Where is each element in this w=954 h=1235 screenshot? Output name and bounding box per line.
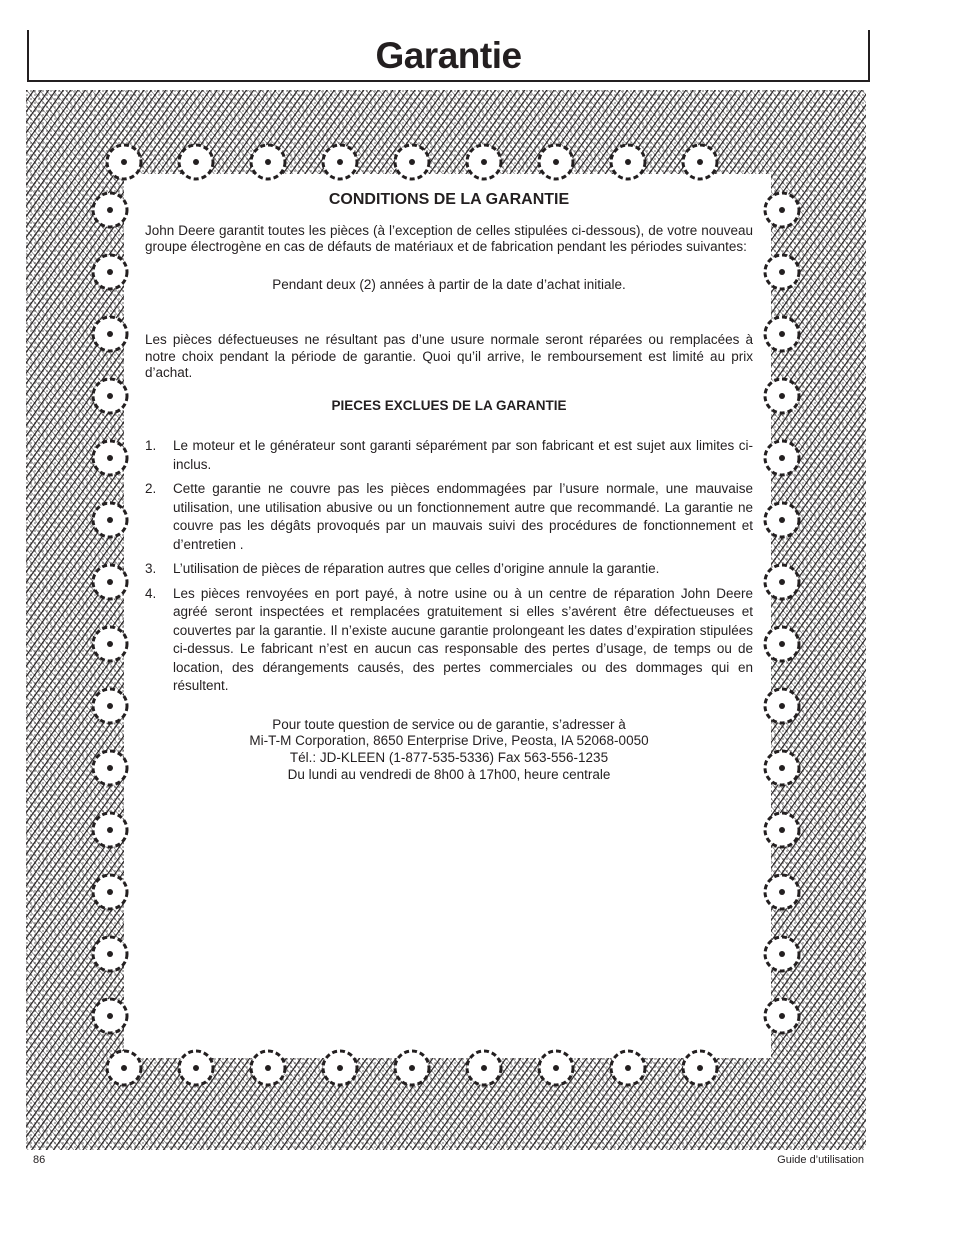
border-rosette-center [265, 159, 271, 165]
page-title: Garantie [375, 35, 522, 76]
page-number: 86 [33, 1154, 46, 1166]
exclusion-text: Le moteur et le générateur sont garanti séparément par son fabricant et est sujet aux limites ci-inclus. [173, 438, 753, 472]
border-rosette-center [107, 827, 113, 833]
border-rosette-center [779, 703, 785, 709]
border-rosette-center [107, 889, 113, 895]
border-rosette-center [107, 455, 113, 461]
border-rosette-center [107, 207, 113, 213]
border-rosette-center [107, 393, 113, 399]
border-rosette-center [779, 455, 785, 461]
warranty-heading: CONDITIONS DE LA GARANTIE [328, 191, 570, 208]
border-rosette-center [107, 703, 113, 709]
exclusion-text: L’utilisation de pièces de réparation autres que celles d’origine annule la garantie. [173, 561, 660, 576]
border-rosette-center [779, 641, 785, 647]
border-rosette-center [697, 1065, 703, 1071]
border-rosette-center [779, 207, 785, 213]
exclusions-list [145, 437, 753, 696]
border-rosette-center [409, 1065, 415, 1071]
warranty-repair-text: Les pièces défectueuses ne résultant pas d’une usure normale seront réparées ou remplacées à notre choix pendant la période de garantie. Quoi qu’il arrive, le remboursement est limité au prix d’achat. [145, 332, 753, 380]
contact-block [145, 717, 753, 784]
exclusion-item [145, 585, 753, 696]
border-rosette-center [107, 517, 113, 523]
exclusion-number: 3. [145, 561, 157, 576]
border-rosette-center [107, 641, 113, 647]
border-rosette-center [779, 579, 785, 585]
border-rosette-center [193, 159, 199, 165]
contact-line: Pour toute question de service ou de garantie, s’adresser à [272, 716, 626, 732]
border-rosette-center [779, 889, 785, 895]
exclusion-item [145, 480, 753, 554]
border-rosette-center [779, 765, 785, 771]
border-rosette-center [553, 1065, 559, 1071]
border-rosette-center [107, 1013, 113, 1019]
border-rosette-center [107, 579, 113, 585]
exclusion-item [145, 437, 753, 474]
exclusion-text: Cette garantie ne couvre pas les pièces endommagées par l’usure normale, une mauvaise utilisation, une utilisation abusive ou un fonctionnement autre que recommandé. La garantie ne couvre pas les dégâts provoqués par un mauvais suivi des procédures de fonctionnement et d’entretien . [173, 481, 753, 552]
border-rosette-center [697, 159, 703, 165]
border-rosette-center [107, 951, 113, 957]
border-rosette-center [779, 827, 785, 833]
border-rosette-center [121, 1065, 127, 1071]
contact-address: Mi-T-M Corporation, 8650 Enterprise Drive, Peosta, IA 52068-0050 [249, 733, 649, 749]
border-rosette-center [481, 1065, 487, 1071]
exclusion-number: 2. [145, 481, 157, 496]
footer-label: Guide d’utilisation [777, 1154, 864, 1166]
exclusion-text: Les pièces renvoyées en port payé, à notre usine ou à un centre de réparation John Deere agréé seront inspectées et remplacées gratuitement si elles s’avérent être défectueuses et couvertes par la garantie. Il n’existe aucune garantie prolongeant les dates d’expiration stipulées ci-dessus. Le fabricant n’est en aucun cas responsable des pertes d’usage, de temps ou de location, des dérangements causés, des pertes commerciales ou des dommages qui en résultent. [173, 585, 753, 693]
border-rosette-center [779, 951, 785, 957]
border-rosette-center [107, 331, 113, 337]
border-rosette-center [779, 331, 785, 337]
warranty-content [145, 188, 753, 783]
exclusion-number: 1. [145, 438, 157, 453]
border-rosette-center [337, 1065, 343, 1071]
exclusion-number: 4. [145, 585, 157, 601]
border-rosette-center [779, 269, 785, 275]
exclusion-item [145, 560, 753, 579]
border-rosette-center [107, 765, 113, 771]
border-rosette-center [779, 393, 785, 399]
border-rosette-center [779, 517, 785, 523]
border-rosette-center [481, 159, 487, 165]
border-rosette-center [553, 159, 559, 165]
border-rosette-center [193, 1065, 199, 1071]
border-rosette-center [121, 159, 127, 165]
border-rosette-center [265, 1065, 271, 1071]
border-rosette-center [625, 159, 631, 165]
contact-phone: Tél.: JD-KLEEN (1-877-535-5336) Fax 563-556-1235 [289, 749, 609, 765]
border-rosette-center [409, 159, 415, 165]
border-rosette-center [779, 1013, 785, 1019]
warranty-intro: John Deere garantit toutes les pièces (à l’exception de celles stipulées ci-dessous), de votre nouveau groupe électrogène en cas de défauts de matériaux et de fabrication pendant les périodes suivantes: [145, 222, 753, 254]
warranty-period: Pendant deux (2) années à partir de la date d’achat initiale. [272, 276, 626, 292]
contact-hours: Du lundi au vendredi de 8h00 à 17h00, heure centrale [287, 766, 611, 782]
border-rosette-center [107, 269, 113, 275]
title-box [27, 30, 870, 82]
border-rosette-center [625, 1065, 631, 1071]
exclusions-heading: PIECES EXCLUES DE LA GARANTIE [331, 397, 567, 413]
border-rosette-center [337, 159, 343, 165]
